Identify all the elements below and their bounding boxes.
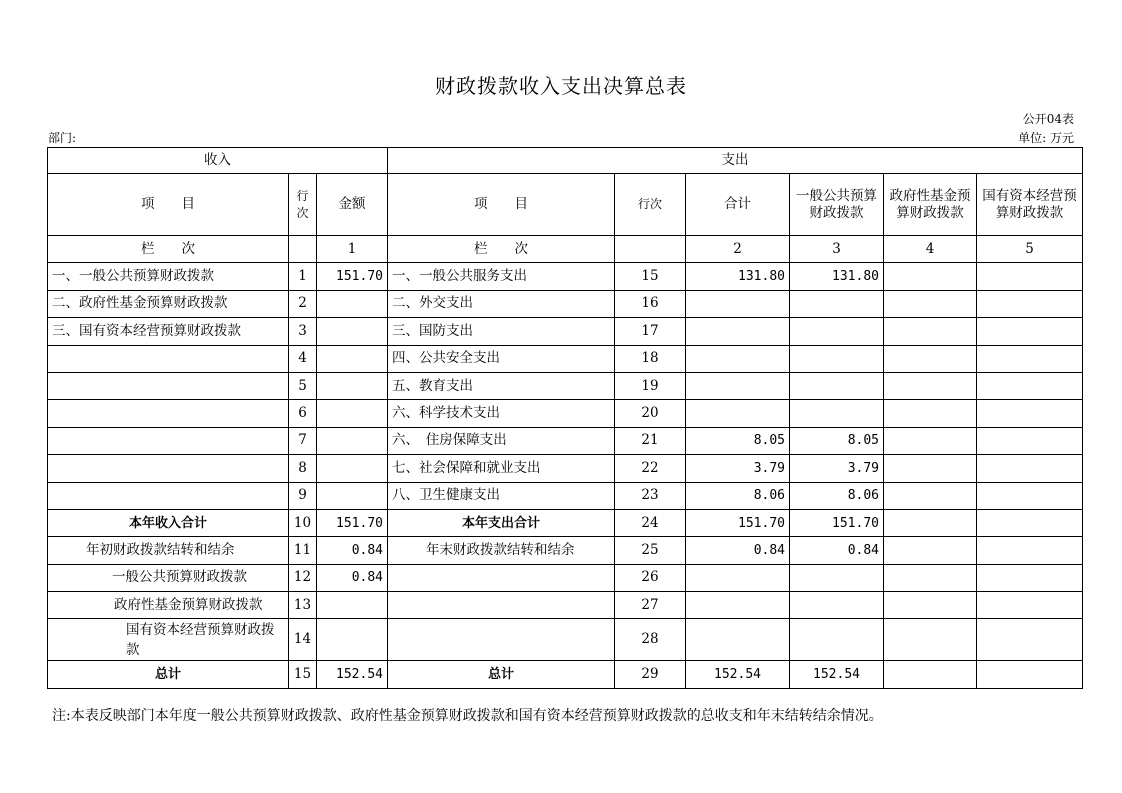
carry-row bbox=[48, 537, 1083, 564]
state-capital-amount bbox=[977, 509, 1083, 536]
table-row bbox=[48, 427, 1083, 454]
general-budget-amount bbox=[790, 619, 884, 661]
unit-label: 单位: 万元 bbox=[1018, 131, 1074, 145]
gov-fund-amount bbox=[884, 263, 977, 290]
income-row-no: 14 bbox=[289, 619, 317, 661]
income-header: 收入 bbox=[48, 148, 388, 174]
column-index-5: 5 bbox=[977, 236, 1083, 263]
general-budget-amount bbox=[790, 345, 884, 372]
column-index-blank bbox=[615, 236, 686, 263]
total-amount: 152.54 bbox=[686, 661, 790, 688]
total-header: 合计 bbox=[686, 174, 790, 236]
state-capital-amount bbox=[977, 619, 1083, 661]
expenditure-item bbox=[388, 592, 615, 619]
gov-fund-amount bbox=[884, 482, 977, 509]
column-index-4: 4 bbox=[884, 236, 977, 263]
state-capital-amount bbox=[977, 564, 1083, 591]
state-capital-amount bbox=[977, 263, 1083, 290]
gov-fund-amount bbox=[884, 318, 977, 345]
total-amount: 151.70 bbox=[686, 509, 790, 536]
income-item bbox=[48, 372, 289, 399]
column-index-1: 1 bbox=[317, 236, 388, 263]
state-capital-amount bbox=[977, 318, 1083, 345]
expenditure-row-no: 16 bbox=[615, 290, 686, 317]
expenditure-row-no: 20 bbox=[615, 400, 686, 427]
grand-total-row bbox=[48, 661, 1083, 688]
income-amount bbox=[317, 619, 388, 661]
total-amount bbox=[686, 345, 790, 372]
income-amount: 151.70 bbox=[317, 509, 388, 536]
column-index-row bbox=[48, 236, 1083, 263]
expenditure-row-no: 24 bbox=[615, 509, 686, 536]
table-row bbox=[48, 318, 1083, 345]
expenditure-item: 六、科学技术支出 bbox=[388, 400, 615, 427]
income-amount bbox=[317, 482, 388, 509]
income-item bbox=[48, 400, 289, 427]
income-amount bbox=[317, 345, 388, 372]
income-row-no: 9 bbox=[289, 482, 317, 509]
general-budget-amount bbox=[790, 290, 884, 317]
income-amount bbox=[317, 427, 388, 454]
expenditure-row-no: 17 bbox=[615, 318, 686, 345]
gov-fund-amount bbox=[884, 592, 977, 619]
table-row bbox=[48, 345, 1083, 372]
general-budget-amount bbox=[790, 372, 884, 399]
gov-fund-amount bbox=[884, 427, 977, 454]
expenditure-item: 五、教育支出 bbox=[388, 372, 615, 399]
gov-fund-amount bbox=[884, 509, 977, 536]
expenditure-row-no: 15 bbox=[615, 263, 686, 290]
expenditure-item: 六、 住房保障支出 bbox=[388, 427, 615, 454]
income-amount: 0.84 bbox=[317, 564, 388, 591]
state-capital-amount bbox=[977, 290, 1083, 317]
expenditure-row-no: 26 bbox=[615, 564, 686, 591]
general-budget-amount: 131.80 bbox=[790, 263, 884, 290]
section-header-row bbox=[48, 148, 1083, 174]
total-amount bbox=[686, 318, 790, 345]
general-budget-amount: 152.54 bbox=[790, 661, 884, 688]
column-index-2: 2 bbox=[686, 236, 790, 263]
department-label: 部门: bbox=[48, 131, 77, 145]
income-amount bbox=[317, 400, 388, 427]
total-amount bbox=[686, 400, 790, 427]
general-budget-amount bbox=[790, 592, 884, 619]
table-row bbox=[48, 455, 1083, 482]
budget-table bbox=[47, 147, 1083, 689]
income-amount-header: 金额 bbox=[317, 174, 388, 236]
income-item: 三、国有资本经营预算财政拨款 bbox=[48, 318, 289, 345]
state-capital-amount bbox=[977, 345, 1083, 372]
gov-fund-amount bbox=[884, 400, 977, 427]
total-amount bbox=[686, 290, 790, 317]
expenditure-row-no: 28 bbox=[615, 619, 686, 661]
gov-fund-amount bbox=[884, 661, 977, 688]
state-capital-amount bbox=[977, 661, 1083, 688]
expenditure-item: 一、一般公共服务支出 bbox=[388, 263, 615, 290]
carry-sub-row bbox=[48, 564, 1083, 591]
income-item bbox=[48, 455, 289, 482]
state-capital-amount bbox=[977, 400, 1083, 427]
table-row bbox=[48, 290, 1083, 317]
income-item: 年初财政拨款结转和结余 bbox=[48, 537, 289, 564]
income-item: 二、政府性基金预算财政拨款 bbox=[48, 290, 289, 317]
income-row-no: 8 bbox=[289, 455, 317, 482]
total-amount: 8.06 bbox=[686, 482, 790, 509]
expenditure-row-no: 23 bbox=[615, 482, 686, 509]
total-amount: 8.05 bbox=[686, 427, 790, 454]
expenditure-item: 二、外交支出 bbox=[388, 290, 615, 317]
income-amount bbox=[317, 318, 388, 345]
expenditure-item: 七、社会保障和就业支出 bbox=[388, 455, 615, 482]
expenditure-item: 总计 bbox=[388, 661, 615, 688]
general-budget-amount: 0.84 bbox=[790, 537, 884, 564]
page-title: 财政拨款收入支出决算总表 bbox=[435, 74, 687, 98]
state-capital-amount bbox=[977, 537, 1083, 564]
income-row-no: 3 bbox=[289, 318, 317, 345]
general-budget-amount bbox=[790, 564, 884, 591]
state-capital-amount bbox=[977, 482, 1083, 509]
income-amount bbox=[317, 372, 388, 399]
income-amount bbox=[317, 290, 388, 317]
expenditure-row-no: 22 bbox=[615, 455, 686, 482]
table-row bbox=[48, 372, 1083, 399]
income-item: 国有资本经营预算财政拨款 bbox=[48, 619, 289, 661]
gov-fund-amount bbox=[884, 564, 977, 591]
income-row-no: 5 bbox=[289, 372, 317, 399]
expenditure-row-no: 21 bbox=[615, 427, 686, 454]
income-item: 一、一般公共预算财政拨款 bbox=[48, 263, 289, 290]
general-budget-header: 一般公共预算财政拨款 bbox=[790, 174, 884, 236]
income-row-no: 7 bbox=[289, 427, 317, 454]
general-budget-amount: 8.05 bbox=[790, 427, 884, 454]
expenditure-item: 本年支出合计 bbox=[388, 509, 615, 536]
income-item: 总计 bbox=[48, 661, 289, 688]
state-capital-amount bbox=[977, 455, 1083, 482]
income-row-no: 4 bbox=[289, 345, 317, 372]
total-amount bbox=[686, 592, 790, 619]
table-row bbox=[48, 263, 1083, 290]
income-item bbox=[48, 345, 289, 372]
expenditure-row-no: 18 bbox=[615, 345, 686, 372]
column-label-2: 栏 次 bbox=[388, 236, 615, 263]
income-item bbox=[48, 427, 289, 454]
column-label: 栏 次 bbox=[48, 236, 289, 263]
expenditure-row-no-header: 行次 bbox=[615, 174, 686, 236]
total-amount bbox=[686, 564, 790, 591]
income-item-header: 项 目 bbox=[48, 174, 289, 236]
year-total-row bbox=[48, 509, 1083, 536]
income-amount: 151.70 bbox=[317, 263, 388, 290]
general-budget-amount bbox=[790, 318, 884, 345]
income-item: 政府性基金预算财政拨款 bbox=[48, 592, 289, 619]
carry-sub-row bbox=[48, 619, 1083, 661]
gov-fund-amount bbox=[884, 619, 977, 661]
state-capital-header: 国有资本经营预算财政拨款 bbox=[977, 174, 1083, 236]
expenditure-row-no: 25 bbox=[615, 537, 686, 564]
income-amount bbox=[317, 455, 388, 482]
total-amount: 131.80 bbox=[686, 263, 790, 290]
income-item: 一般公共预算财政拨款 bbox=[48, 564, 289, 591]
expenditure-item: 四、公共安全支出 bbox=[388, 345, 615, 372]
income-amount: 0.84 bbox=[317, 537, 388, 564]
gov-fund-amount bbox=[884, 372, 977, 399]
table-row bbox=[48, 400, 1083, 427]
state-capital-amount bbox=[977, 592, 1083, 619]
income-row-no: 2 bbox=[289, 290, 317, 317]
general-budget-amount: 3.79 bbox=[790, 455, 884, 482]
expenditure-item: 八、卫生健康支出 bbox=[388, 482, 615, 509]
income-row-no: 6 bbox=[289, 400, 317, 427]
total-amount: 3.79 bbox=[686, 455, 790, 482]
income-amount: 152.54 bbox=[317, 661, 388, 688]
gov-fund-amount bbox=[884, 537, 977, 564]
expenditure-item: 年末财政拨款结转和结余 bbox=[388, 537, 615, 564]
total-amount: 0.84 bbox=[686, 537, 790, 564]
income-item: 本年收入合计 bbox=[48, 509, 289, 536]
expenditure-row-no: 29 bbox=[615, 661, 686, 688]
total-amount bbox=[686, 619, 790, 661]
income-row-no: 13 bbox=[289, 592, 317, 619]
general-budget-amount: 151.70 bbox=[790, 509, 884, 536]
income-row-no: 12 bbox=[289, 564, 317, 591]
carry-sub-row bbox=[48, 592, 1083, 619]
income-row-no: 10 bbox=[289, 509, 317, 536]
total-amount bbox=[686, 372, 790, 399]
detail-rows bbox=[48, 263, 1083, 510]
form-code: 公开04表 bbox=[1022, 112, 1074, 126]
general-budget-amount bbox=[790, 400, 884, 427]
income-row-no: 11 bbox=[289, 537, 317, 564]
expenditure-item-header: 项 目 bbox=[388, 174, 615, 236]
income-item bbox=[48, 482, 289, 509]
income-row-no: 1 bbox=[289, 263, 317, 290]
expenditure-header: 支出 bbox=[388, 148, 1083, 174]
state-capital-amount bbox=[977, 427, 1083, 454]
footnote: 注:本表反映部门本年度一般公共预算财政拨款、政府性基金预算财政拨款和国有资本经营预算财政拨款的总收支和年末结转结余情况。 bbox=[52, 708, 883, 724]
column-index-3: 3 bbox=[790, 236, 884, 263]
income-amount bbox=[317, 592, 388, 619]
general-budget-amount: 8.06 bbox=[790, 482, 884, 509]
gov-fund-amount bbox=[884, 345, 977, 372]
column-header-row bbox=[48, 174, 1083, 236]
gov-fund-header: 政府性基金预算财政拨款 bbox=[884, 174, 977, 236]
state-capital-amount bbox=[977, 372, 1083, 399]
gov-fund-amount bbox=[884, 455, 977, 482]
expenditure-item: 三、国防支出 bbox=[388, 318, 615, 345]
income-row-no-header: 行次 bbox=[289, 174, 317, 236]
column-index-blank bbox=[289, 236, 317, 263]
table-row bbox=[48, 482, 1083, 509]
expenditure-item bbox=[388, 564, 615, 591]
expenditure-row-no: 27 bbox=[615, 592, 686, 619]
expenditure-item bbox=[388, 619, 615, 661]
gov-fund-amount bbox=[884, 290, 977, 317]
expenditure-row-no: 19 bbox=[615, 372, 686, 399]
income-row-no: 15 bbox=[289, 661, 317, 688]
